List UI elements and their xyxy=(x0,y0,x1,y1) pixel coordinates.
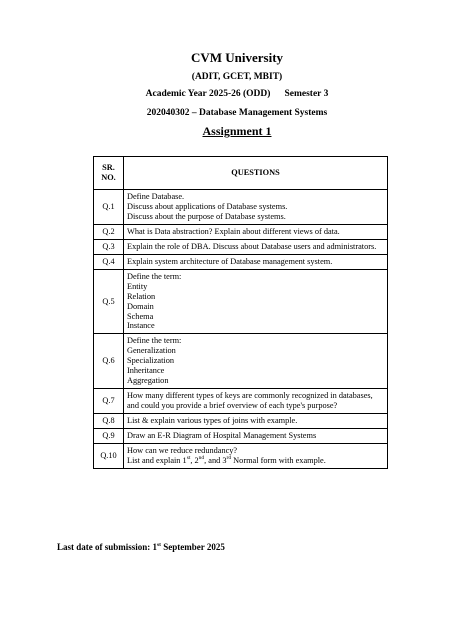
questions-body xyxy=(94,190,388,469)
question-text xyxy=(124,239,388,254)
question-line: Explain the role of DBA. Discuss about Database users and administrators. xyxy=(127,241,377,251)
question-line: Explain system architecture of Database management system. xyxy=(127,256,333,266)
question-text xyxy=(124,269,388,334)
question-number: Q.1 xyxy=(94,190,124,225)
questions-table xyxy=(93,156,388,469)
table-row xyxy=(94,239,388,254)
question-number: Q.9 xyxy=(94,429,124,444)
university-name: CVM University xyxy=(190,50,284,65)
question-line xyxy=(127,456,384,466)
table-row xyxy=(94,414,388,429)
question-text xyxy=(124,389,388,414)
question-fragment: Normal form with example. xyxy=(231,455,326,465)
question-number: Q.3 xyxy=(94,239,124,254)
deadline-sup: st xyxy=(157,542,161,548)
question-line: Specialization xyxy=(127,356,174,366)
table-row xyxy=(94,444,388,469)
table-row xyxy=(94,254,388,269)
semester: Semester 3 xyxy=(284,89,329,99)
question-line: Instance xyxy=(127,321,155,331)
sr-no-header: SR. NO. xyxy=(94,157,124,190)
deadline-rest: September 2025 xyxy=(161,542,225,552)
table-row xyxy=(94,190,388,225)
course-title: 202040302 – Database Management Systems xyxy=(146,108,328,118)
table-row xyxy=(94,429,388,444)
question-text xyxy=(124,254,388,269)
question-text xyxy=(124,444,388,469)
assignment-title: Assignment 1 xyxy=(202,124,272,138)
question-number: Q.6 xyxy=(94,334,124,389)
question-line: Relation xyxy=(127,291,156,301)
deadline-label: Last date of submission: 1 xyxy=(57,542,158,552)
question-number: Q.8 xyxy=(94,414,124,429)
questions-header: QUESTIONS xyxy=(124,157,388,190)
table-row xyxy=(94,224,388,239)
table-header-row xyxy=(94,157,388,190)
question-line: Inheritance xyxy=(127,366,165,376)
question-line: Discuss about the purpose of Database systems. xyxy=(127,211,286,221)
question-fragment: List and explain 1 xyxy=(127,455,187,465)
question-line: Define Database. xyxy=(127,192,185,201)
question-number: Q.2 xyxy=(94,224,124,239)
question-text xyxy=(124,224,388,239)
question-text xyxy=(124,190,388,225)
question-line: Discuss about applications of Database systems. xyxy=(127,201,288,211)
question-line: What is Data abstraction? Explain about different views of data. xyxy=(127,226,340,236)
question-fragment: , 2 xyxy=(190,455,199,465)
question-number: Q.10 xyxy=(94,444,124,469)
question-number: Q.5 xyxy=(94,269,124,334)
academic-year-line xyxy=(0,89,474,99)
question-line: How many different types of keys are commonly recognized in databases, and could you provide a brief overview of each type's purpose? xyxy=(127,391,373,411)
question-line: Domain xyxy=(127,301,154,311)
question-text xyxy=(124,334,388,389)
question-line: Generalization xyxy=(127,346,176,356)
table-row xyxy=(94,269,388,334)
question-text xyxy=(124,429,388,444)
question-fragment: , and 3 xyxy=(204,455,227,465)
submission-deadline xyxy=(57,542,225,552)
college-list: (ADIT, GCET, MBIT) xyxy=(191,72,283,82)
question-line: Entity xyxy=(127,281,148,291)
ordinal-suffix: st xyxy=(186,455,191,462)
ordinal-suffix: nd xyxy=(198,455,205,462)
question-text xyxy=(124,414,388,429)
question-line: Schema xyxy=(127,311,154,321)
academic-year: Academic Year 2025-26 (ODD) xyxy=(145,89,271,99)
question-number: Q.7 xyxy=(94,389,124,414)
table-row xyxy=(94,389,388,414)
question-line: List & explain various types of joins with example. xyxy=(127,416,298,426)
question-line: Define the term: xyxy=(127,271,182,281)
question-line: Define the term: xyxy=(127,336,182,346)
question-number: Q.4 xyxy=(94,254,124,269)
table-row xyxy=(94,334,388,389)
ordinal-suffix: rd xyxy=(226,455,232,462)
question-line: How can we reduce redundancy? xyxy=(127,446,238,456)
question-line: Draw an E-R Diagram of Hospital Management Systems xyxy=(127,431,317,441)
question-line: Aggregation xyxy=(127,376,169,386)
